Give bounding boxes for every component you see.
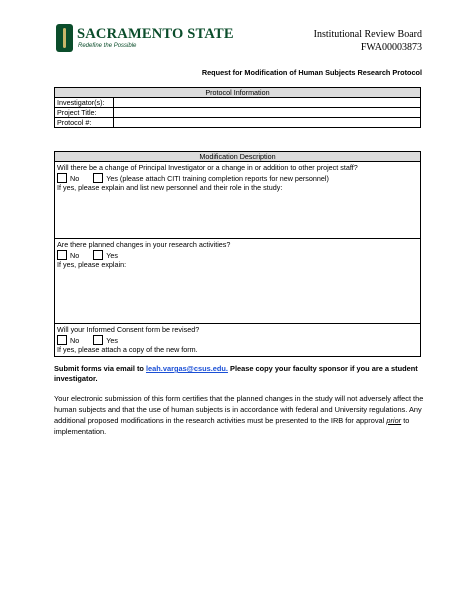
q1-no-label: No <box>70 174 80 183</box>
q1-cell[interactable] <box>55 162 421 239</box>
modification-table <box>54 151 421 357</box>
fwa-number: FWA00003873 <box>360 42 422 53</box>
prior-emphasis: prior <box>386 416 402 425</box>
q2-no-label: No <box>70 251 80 260</box>
q3-no-checkbox[interactable] <box>57 335 67 345</box>
project-title-label: Project Title: <box>55 108 114 118</box>
q1-yes-checkbox[interactable] <box>93 173 103 183</box>
certification-paragraph <box>54 393 424 437</box>
project-title-field[interactable] <box>114 108 421 118</box>
q2-cell[interactable] <box>55 239 421 324</box>
q3-yes-label: Yes <box>106 336 118 345</box>
q3-question: Will your Informed Consent form be revised? <box>57 325 200 334</box>
certification-text: Your electronic submission of this form certifies that the planned changes in the study will not adversely affect the human subjects and that the use of human subjects is in accordance with federal and University regulations. Any additional proposed modifications in the research activities must be presented to the IRB for approval <box>54 394 424 425</box>
protocol-number-label: Protocol #: <box>55 118 114 128</box>
protocol-number-field[interactable] <box>114 118 421 128</box>
protocol-info-heading: Protocol Information <box>55 88 421 98</box>
protocol-info-table <box>54 87 421 128</box>
q2-followup: If yes, please explain: <box>57 260 127 269</box>
investigators-label: Investigator(s): <box>55 98 114 108</box>
q3-followup: If yes, please attach a copy of the new form. <box>57 345 198 354</box>
q1-no-checkbox[interactable] <box>57 173 67 183</box>
q2-yes-checkbox[interactable] <box>93 250 103 260</box>
tree-icon <box>56 24 73 52</box>
submit-suffix: Please copy your faculty sponsor if you are a student investigator. <box>54 364 418 383</box>
irb-title: Institutional Review Board <box>313 29 422 40</box>
logo-tagline: Redefine the Possible <box>78 43 137 49</box>
submit-prefix: Submit forms via email to <box>54 364 146 373</box>
sacramento-state-logo <box>56 24 234 56</box>
q1-question: Will there be a change of Principal Investigator or a change in or addition to other project staff? <box>57 163 358 172</box>
document-title: Request for Modification of Human Subjects Research Protocol <box>201 68 422 77</box>
certification-end: to implementation. <box>54 416 410 436</box>
submit-instructions <box>54 364 424 384</box>
investigators-field[interactable] <box>114 98 421 108</box>
q1-followup: If yes, please explain and list new personnel and their role in the study: <box>57 183 283 192</box>
q1-yes-label: Yes (please attach CITI training completion reports for new personnel) <box>106 174 329 183</box>
q2-yes-label: Yes <box>106 251 118 260</box>
header-right <box>314 28 422 54</box>
email-link[interactable]: leah.vargas@csus.edu. <box>146 364 228 373</box>
q2-question: Are there planned changes in your research activities? <box>57 240 231 249</box>
q3-yes-checkbox[interactable] <box>93 335 103 345</box>
logo-name: SACRAMENTO STATE <box>77 26 234 42</box>
q2-no-checkbox[interactable] <box>57 250 67 260</box>
q3-no-label: No <box>70 336 80 345</box>
modification-heading: Modification Description <box>55 152 421 162</box>
q3-cell[interactable] <box>55 324 421 357</box>
